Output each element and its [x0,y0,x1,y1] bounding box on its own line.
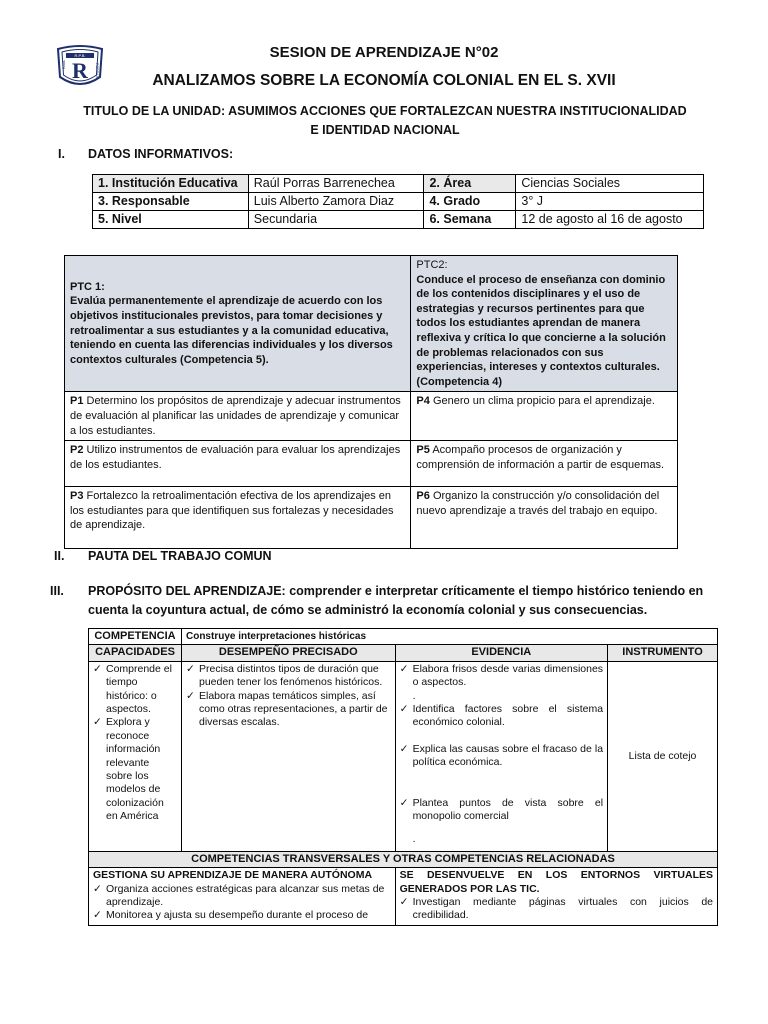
list-item: ✓ Monitorea y ajusta su desempeño durante el proceso de [93,909,369,922]
list-item: ✓ Elabora mapas temáticos simples, así como otras representaciones, a partir de diversas escalas. [185,689,388,729]
check-icon: ✓ [399,896,409,909]
svg-text:PORRAS: PORRAS [95,63,99,78]
check-icon: ✓ [185,662,195,675]
list-item: ✓ Elabora frisos desde varias dimensiones o aspectos. . [399,662,604,702]
ptc1-cell: PTC 1: Evalúa permanentemente el aprendizaje de acuerdo con los objetivos institucionales previstos, para tomar decisiones y retroalimentar a sus estudiantes y a la comunidad educativa, teniendo en cuenta las diferencias individuales y los diversos contextos culturales (Competencia 5). [65,256,411,392]
check-icon: ✓ [399,662,409,675]
table-row: 5. Nivel Secundaria 6. Semana 12 de agosto al 16 de agosto [93,211,704,229]
logo-letter: R [72,58,88,83]
check-icon: ✓ [185,689,195,702]
unit-title: TITULO DE LA UNIDAD: ASUMIMOS ACCIONES QUE FORTALEZCAN NUESTRA INSTITUCIONALIDAD E IDENTIDAD NACIONAL [83,104,687,137]
datos-informativos-table [92,174,704,229]
session-subtitle: ANALIZAMOS SOBRE LA ECONOMÍA COLONIAL EN EL S. XVII [152,72,616,89]
svg-text:RAÚL: RAÚL [62,59,66,69]
list-item: ✓ Explica las causas sobre el fracaso de la política económica. [399,742,604,769]
ptc2-cell: PTC2: Conduce el proceso de enseñanza con dominio de los contenidos disciplinares y el uso de estrategias y recursos pertinentes para que todos los estudiantes aprendan de manera reflexiva y crítica lo que concierne a la solución de problemas relacionados con sus experiencias, intereses y contextos culturales. (Competencia 4) [411,256,678,392]
table-row: P3 Fortalezco la retroalimentación efectiva de los aprendizajes en los estudiantes para que identifiquen sus fortalezas y necesidades de aprendizaje. P6 Organizo la construcción y/o consolidación del nuevo aprendizaje a través del trabajo en equipo. [65,487,678,549]
list-item: ✓ Explora y reconoce información relevante sobre los modelos de colonización en América [93,716,164,823]
check-icon: ✓ [93,716,102,729]
section-datos-heading: I. DATOS INFORMATIVOS: [58,147,234,161]
table-row: P2 Utilizo instrumentos de evaluación para evaluar los aprendizajes de los estudiantes. P5 Acompaño procesos de organización y comprensión de información a partir de esquemas. [65,441,678,487]
section-proposito-heading: III. PROPÓSITO DEL APRENDIZAJE: comprender e interpretar críticamente el tiempo histórico teniendo en cuenta la coyuntura actual, de cómo se administró la economía colonial y sus consecuencias. [50,584,704,617]
list-item: ✓ Organiza acciones estratégicas para alcanzar sus metas de aprendizaje. [93,882,385,909]
svg-text:R.P.B.: R.P.B. [74,53,86,58]
page-title: SESION DE APRENDIZAJE N°02 [269,44,499,61]
list-item: . [412,833,416,846]
check-icon: ✓ [399,742,409,755]
table-row: 1. Institución Educativa Raúl Porras Barrenechea 2. Área Ciencias Sociales [93,175,704,193]
section-pauta-heading: II. PAUTA DEL TRABAJO COMUN [54,549,272,563]
table-row: 3. Responsable Luis Alberto Zamora Diaz 4. Grado 3° J [93,193,704,211]
list-item: ✓ Identifica factores sobre el sistema económico colonial. [399,703,604,729]
check-icon: ✓ [93,909,102,922]
list-item: ✓ Plantea puntos de vista sobre el monopolio comercial [399,796,604,823]
check-icon: ✓ [399,703,409,716]
table-row: P1 Determino los propósitos de aprendizaje y adecuar instrumentos de evaluación al planificar las unidades de aprendizaje y comunicar a los estudiantes. P4 Genero un clima propicio para el aprendizaje. [65,392,678,441]
list-item: ✓ Comprende el tiempo histórico: o aspectos. [93,662,172,716]
check-icon: ✓ [399,796,409,809]
check-icon: ✓ [93,662,102,675]
competencia-table: COMPETENCIA Construye interpretaciones históricas CAPACIDADES DESEMPEÑO PRECISADO EVIDENCIA INSTRUMENTO ✓ Comprende el tiempo histórico: o aspectos. ✓ Explora y reconoce información relevante sobre los modelos de colonización en América ✓ Precisa distintos tipos de duración que pueden tener los fenómenos históricos. ✓ Elabora mapas temáticos simples, así como otras representaciones, a partir de diversas escalas. ✓ Elabora frisos desde varias dimensiones o aspectos. . ✓ Identifica factores sobre el sistema económico colonial. ✓ Explica las causas sobre el fracaso de la política económica. ✓ Plantea puntos de vista sobre el monopolio comercial . Lista de cotejo COMPETENCIAS TRANSVERSALES Y OTRAS COMPETENCIAS RELACIONADAS GESTIONA SU APRENDIZAJE DE MANERA AUTÓNOMA ✓ Organiza acciones estratégicas para alcanzar sus metas de aprendizaje. ✓ Monitorea y ajusta su desempeño durante el proceso de SE DESENVUELVE EN LOS ENTORNOS VIRTUALES GENERADOS POR LAS TIC. ✓ Investigan mediante páginas virtuales con juicios de credibilidad. [88,628,718,926]
list-item: ✓ Investigan mediante páginas virtuales con juicios de credibilidad. [399,896,713,922]
check-icon: ✓ [93,882,102,895]
ptc-table [64,255,678,549]
list-item: ✓ Precisa distintos tipos de duración que pueden tener los fenómenos históricos. [185,662,383,689]
